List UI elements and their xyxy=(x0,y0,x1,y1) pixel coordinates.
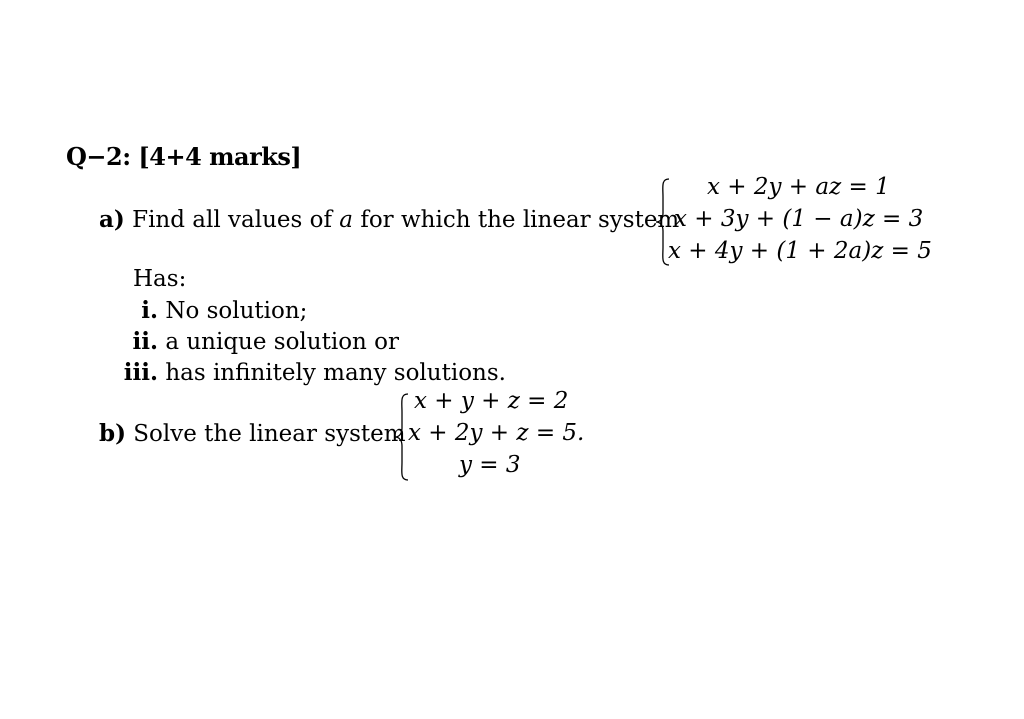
option-ii-number: ii. xyxy=(132,328,158,355)
question-heading: Q−2: [4+4 marks] xyxy=(66,142,302,171)
part-b-equation-2: x + 2y + z = 5. xyxy=(408,420,585,446)
part-b-text: Solve the linear system xyxy=(133,421,406,447)
option-ii xyxy=(118,328,399,355)
option-iii-number: iii. xyxy=(123,359,158,386)
option-i-text: No solution; xyxy=(165,298,308,324)
part-a-text-after: for which the linear system xyxy=(360,207,680,233)
option-iii-text: has infinitely many solutions. xyxy=(165,360,506,386)
part-a-equation-2: x + 3y + (1 − a)z = 3 xyxy=(674,206,924,232)
option-i-number: i. xyxy=(141,297,158,324)
part-b-prompt xyxy=(99,420,406,447)
part-b-label: b) xyxy=(99,420,126,447)
has-label: Has: xyxy=(133,266,187,292)
option-ii-text: a unique solution or xyxy=(165,329,400,355)
part-b-equation-1: x + y + z = 2 xyxy=(414,388,569,414)
part-a-equation-1: x + 2y + az = 1 xyxy=(707,174,890,200)
part-a-prompt xyxy=(99,206,679,233)
part-a-text-before: Find all values of xyxy=(132,207,332,233)
option-i xyxy=(118,297,307,324)
option-iii xyxy=(118,359,506,386)
part-b-equation-3: y = 3 xyxy=(459,452,521,478)
part-a-label: a) xyxy=(99,206,125,233)
part-a-variable: a xyxy=(339,207,353,233)
part-a-equation-3: x + 4y + (1 + 2a)z = 5 xyxy=(668,238,932,264)
